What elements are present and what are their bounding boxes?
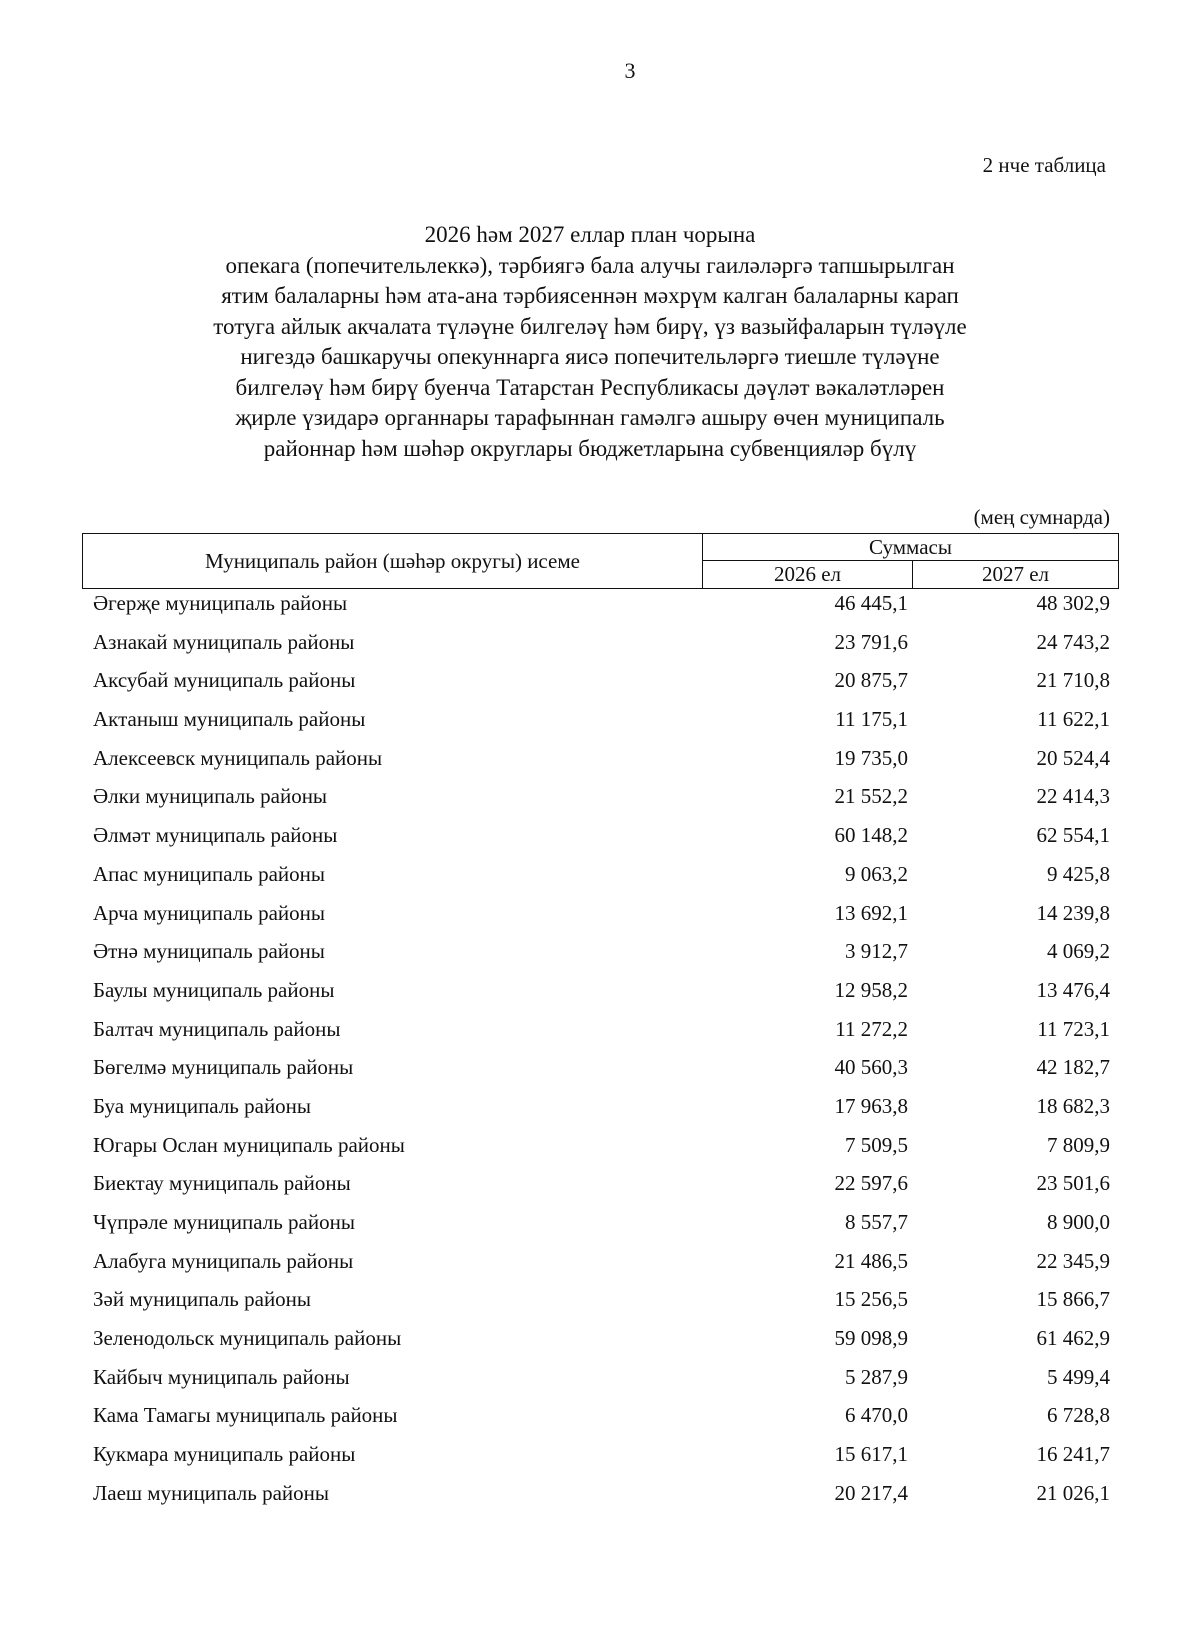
row-value-2026: 11 175,1 xyxy=(835,707,908,732)
title-line: ятим балаларны һәм ата-ана тәрбиясеннән мәхрүм калган балаларны карап xyxy=(221,283,959,308)
row-value-2027: 20 524,4 xyxy=(1036,745,1110,770)
row-value-2027: 13 476,4 xyxy=(1036,977,1110,1002)
row-value-2027: 23 501,6 xyxy=(1036,1171,1110,1196)
row-value-2027: 62 554,1 xyxy=(1036,823,1110,848)
row-value-2027: 14 239,8 xyxy=(1036,900,1110,925)
row-value-2026: 19 735,0 xyxy=(834,745,908,770)
row-name: Әлмәт муниципаль районы xyxy=(93,823,338,848)
row-value-2026: 59 098,9 xyxy=(834,1326,908,1351)
table-row xyxy=(0,1401,1200,1440)
row-value-2027: 18 682,3 xyxy=(1036,1093,1110,1118)
table-body xyxy=(0,589,1200,1518)
table-row xyxy=(0,1208,1200,1247)
table-row xyxy=(0,1092,1200,1131)
row-value-2027: 11 723,1 xyxy=(1037,1016,1110,1041)
row-name: Алабуга муниципаль районы xyxy=(93,1248,354,1273)
row-name: Лаеш муниципаль районы xyxy=(93,1480,330,1505)
table-row xyxy=(0,1285,1200,1324)
row-name: Әлки муниципаль районы xyxy=(93,784,328,809)
row-value-2026: 46 445,1 xyxy=(834,591,908,615)
row-value-2027: 42 182,7 xyxy=(1036,1055,1110,1080)
table-row xyxy=(0,1131,1200,1170)
row-value-2026: 9 063,2 xyxy=(845,861,908,886)
row-value-2026: 7 509,5 xyxy=(845,1132,908,1157)
title-line: җирле үзидарә органнары тарафыннан гамәлгә ашыру өчен муниципаль xyxy=(235,405,945,430)
row-value-2026: 21 486,5 xyxy=(834,1248,908,1273)
row-name: Чүпрәле муниципаль районы xyxy=(93,1210,355,1234)
document-title xyxy=(90,220,1090,464)
row-name: Зәй муниципаль районы xyxy=(93,1287,312,1312)
row-name: Кукмара муниципаль районы xyxy=(93,1442,356,1467)
row-value-2026: 15 617,1 xyxy=(834,1442,908,1467)
row-name: Югары Ослан муниципаль районы xyxy=(93,1132,405,1157)
row-value-2026: 15 256,5 xyxy=(834,1287,908,1312)
page-number: 3 xyxy=(624,58,636,83)
row-name: Аксубай муниципаль районы xyxy=(93,668,356,693)
table-row xyxy=(0,821,1200,860)
row-name: Балтач муниципаль районы xyxy=(93,1016,341,1041)
row-name: Зеленодольск муниципаль районы xyxy=(93,1326,402,1351)
row-value-2027: 48 302,9 xyxy=(1036,591,1110,615)
table-row xyxy=(0,628,1200,667)
row-name: Апас муниципаль районы xyxy=(93,861,325,886)
title-line: билгеләү һәм бирү буенча Татарстан Республикасы дәүләт вәкаләтләрен xyxy=(235,374,945,400)
title-line: районнар һәм шәһәр округлары бюджетларына субвенцияләр бүлү xyxy=(263,435,917,461)
row-name: Кама Тамагы муниципаль районы xyxy=(93,1403,398,1428)
title-line: опекага (попечительлеккә), тәрбиягә бала алучы гаиләләргә тапшырылган xyxy=(225,252,955,278)
units-note: (мең сумнарда) xyxy=(973,505,1110,529)
table-row xyxy=(0,1015,1200,1054)
row-value-2027: 4 069,2 xyxy=(1047,939,1110,964)
row-value-2026: 20 875,7 xyxy=(834,668,908,693)
row-value-2026: 5 287,9 xyxy=(845,1364,908,1389)
row-value-2026: 17 963,8 xyxy=(834,1093,908,1118)
table-header xyxy=(82,533,1119,589)
row-value-2027: 6 728,8 xyxy=(1047,1403,1110,1428)
row-value-2027: 7 809,9 xyxy=(1047,1132,1110,1157)
title-line: нигездә башкаручы опекуннарга яисә попечительләргә тиешле түләүне xyxy=(240,344,940,369)
header-name-column: Муниципаль район (шәһәр округы) исеме xyxy=(83,534,703,588)
table-row xyxy=(0,782,1200,821)
table-row xyxy=(0,976,1200,1015)
row-value-2026: 20 217,4 xyxy=(834,1480,908,1505)
row-value-2027: 22 345,9 xyxy=(1036,1248,1110,1273)
row-value-2026: 12 958,2 xyxy=(834,977,908,1002)
row-name: Кайбыч муниципаль районы xyxy=(93,1364,350,1389)
row-value-2027: 5 499,4 xyxy=(1047,1364,1110,1389)
title-line: тотуга айлык акчалата түләүне билгеләү һәм бирү, үз вазыйфаларын түләүле xyxy=(213,313,967,339)
row-value-2027: 22 414,3 xyxy=(1036,784,1110,809)
row-value-2027: 21 710,8 xyxy=(1036,668,1110,693)
row-value-2027: 21 026,1 xyxy=(1036,1480,1110,1505)
row-value-2026: 3 912,7 xyxy=(845,939,908,964)
row-value-2026: 6 470,0 xyxy=(845,1403,908,1428)
row-value-2026: 13 692,1 xyxy=(834,900,908,925)
row-name: Актаныш муниципаль районы xyxy=(93,707,366,732)
row-value-2026: 8 557,7 xyxy=(845,1210,908,1234)
row-name: Биектау муниципаль районы xyxy=(93,1171,351,1196)
row-name: Әтнә муниципаль районы xyxy=(93,939,325,964)
row-name: Арча муниципаль районы xyxy=(93,900,325,925)
header-sum-title: Суммасы xyxy=(703,534,1118,561)
title-line: 2026 һәм 2027 еллар план чорына xyxy=(424,222,756,247)
table-row xyxy=(0,1440,1200,1479)
row-value-2027: 61 462,9 xyxy=(1036,1326,1110,1351)
row-value-2027: 8 900,0 xyxy=(1047,1210,1110,1234)
row-value-2026: 21 552,2 xyxy=(834,784,908,809)
table-row xyxy=(0,744,1200,783)
row-value-2027: 9 425,8 xyxy=(1047,861,1110,886)
table-row xyxy=(0,666,1200,705)
row-name: Азнакай муниципаль районы xyxy=(93,629,355,654)
table-row xyxy=(0,1324,1200,1363)
table-row xyxy=(0,1169,1200,1208)
table-row xyxy=(0,860,1200,899)
row-name: Алексеевск муниципаль районы xyxy=(93,745,383,770)
table-row xyxy=(0,705,1200,744)
row-name: Әгерҗе муниципаль районы xyxy=(93,591,348,615)
table-row xyxy=(0,899,1200,938)
header-year-2026: 2026 ел xyxy=(703,561,913,588)
table-number: 2 нче таблица xyxy=(982,153,1106,177)
row-value-2027: 11 622,1 xyxy=(1037,707,1110,732)
table-row xyxy=(0,937,1200,976)
table-row xyxy=(0,1479,1200,1518)
table-row xyxy=(0,589,1200,628)
row-value-2026: 11 272,2 xyxy=(835,1016,908,1041)
row-value-2027: 16 241,7 xyxy=(1036,1442,1110,1467)
table-row xyxy=(0,1247,1200,1286)
row-name: Баулы муниципаль районы xyxy=(93,977,335,1002)
header-year-2027: 2027 ел xyxy=(981,562,1050,586)
row-value-2026: 60 148,2 xyxy=(834,823,908,848)
row-value-2026: 23 791,6 xyxy=(834,629,908,654)
row-name: Буа муниципаль районы xyxy=(93,1093,312,1118)
row-value-2027: 15 866,7 xyxy=(1036,1287,1110,1312)
row-value-2026: 40 560,3 xyxy=(834,1055,908,1080)
table-row xyxy=(0,1053,1200,1092)
row-value-2026: 22 597,6 xyxy=(834,1171,908,1196)
table-row xyxy=(0,1363,1200,1402)
row-name: Бөгелмә муниципаль районы xyxy=(93,1055,354,1080)
row-value-2027: 24 743,2 xyxy=(1036,629,1110,654)
